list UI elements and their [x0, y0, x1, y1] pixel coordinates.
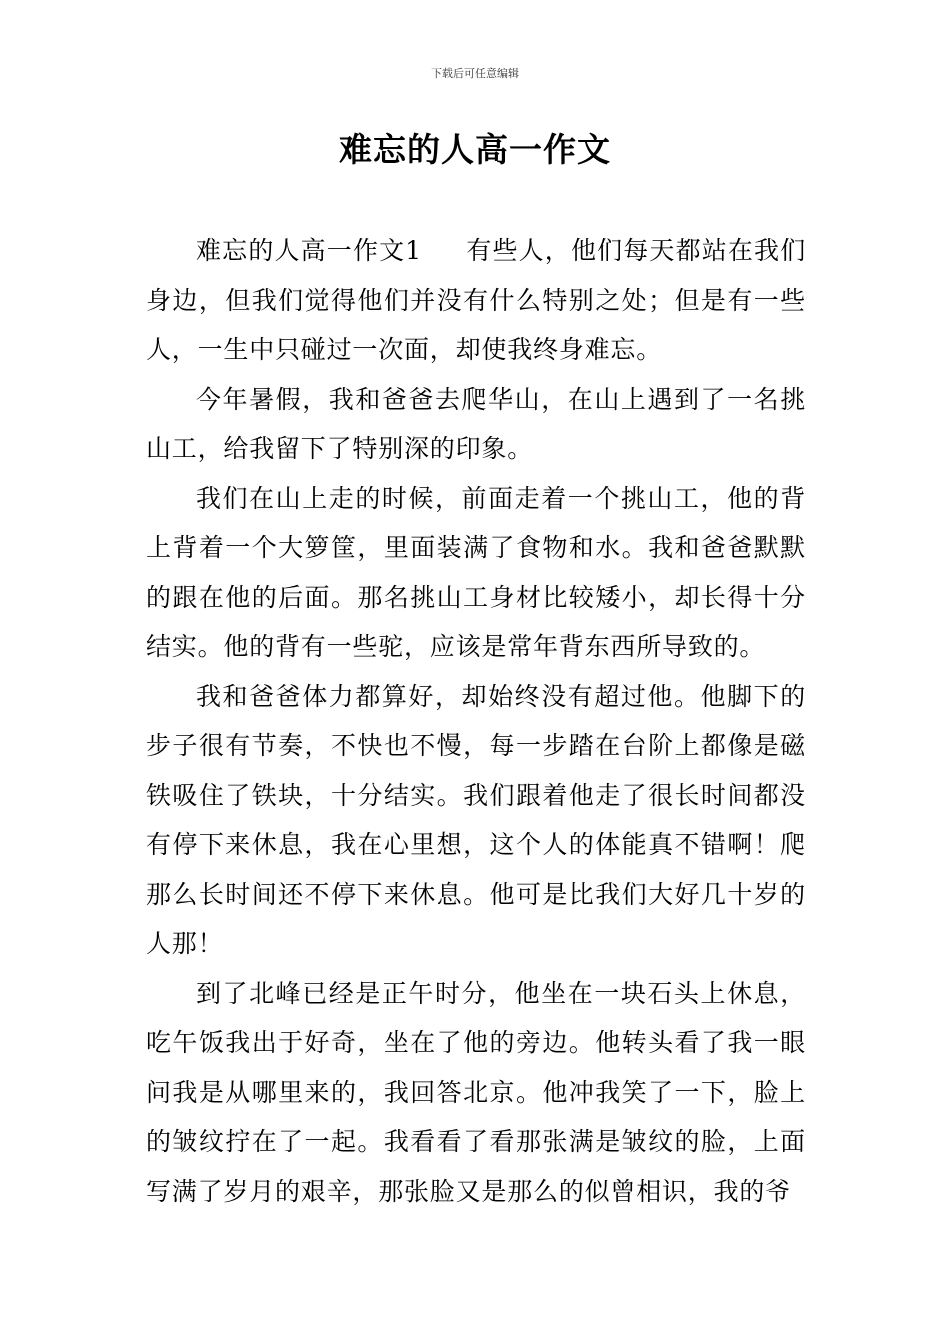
- paragraph-3: 我们在山上走的时候，前面走着一个挑山工，他的背上背着一个大箩筐，里面装满了食物和水。我和爸爸默默的跟在他的后面。那名挑山工身材比较矮小，却长得十分结实。他的背有一些驼，应该是常年背东西所导致的。: [146, 483, 806, 661]
- paragraph-1-text: 有些人，他们每天都站在我们身边，但我们觉得他们并没有什么特别之处；但是有一些人，一生中只碰过一次面，却使我终身难忘。: [146, 236, 807, 364]
- paragraph-5: 到了北峰已经是正午时分，他坐在一块石头上休息，吃午饭我出于好奇，坐在了他的旁边。他转头看了我一眼问我是从哪里来的，我回答北京。他冲我笑了一下，脸上的皱纹拧在了一起。我看看了看那张满是皱纹的脸，上面写满了岁月的艰辛，那张脸又是那么的似曾相识，我的爷: [146, 978, 806, 1206]
- document-body: [146, 226, 806, 1216]
- document-title: 难忘的人高一作文: [339, 130, 611, 169]
- paragraph-4: 我和爸爸体力都算好，却始终没有超过他。他脚下的步子很有节奏，不快也不慢，每一步踏在台阶上都像是磁铁吸住了铁块，十分结实。我们跟着他走了很长时间都没有停下来休息，我在心里想，这个人的体能真不错啊！爬那么长时间还不停下来休息。他可是比我们大好几十岁的人那！: [146, 681, 806, 958]
- paragraph-1-lead: 难忘的人高一作文1: [196, 236, 422, 265]
- paragraph-1: [146, 226, 806, 375]
- paragraph-2: 今年暑假，我和爸爸去爬华山，在山上遇到了一名挑山工，给我留下了特别深的印象。: [146, 384, 806, 463]
- page-header-note: 下载后可任意编辑: [431, 67, 519, 80]
